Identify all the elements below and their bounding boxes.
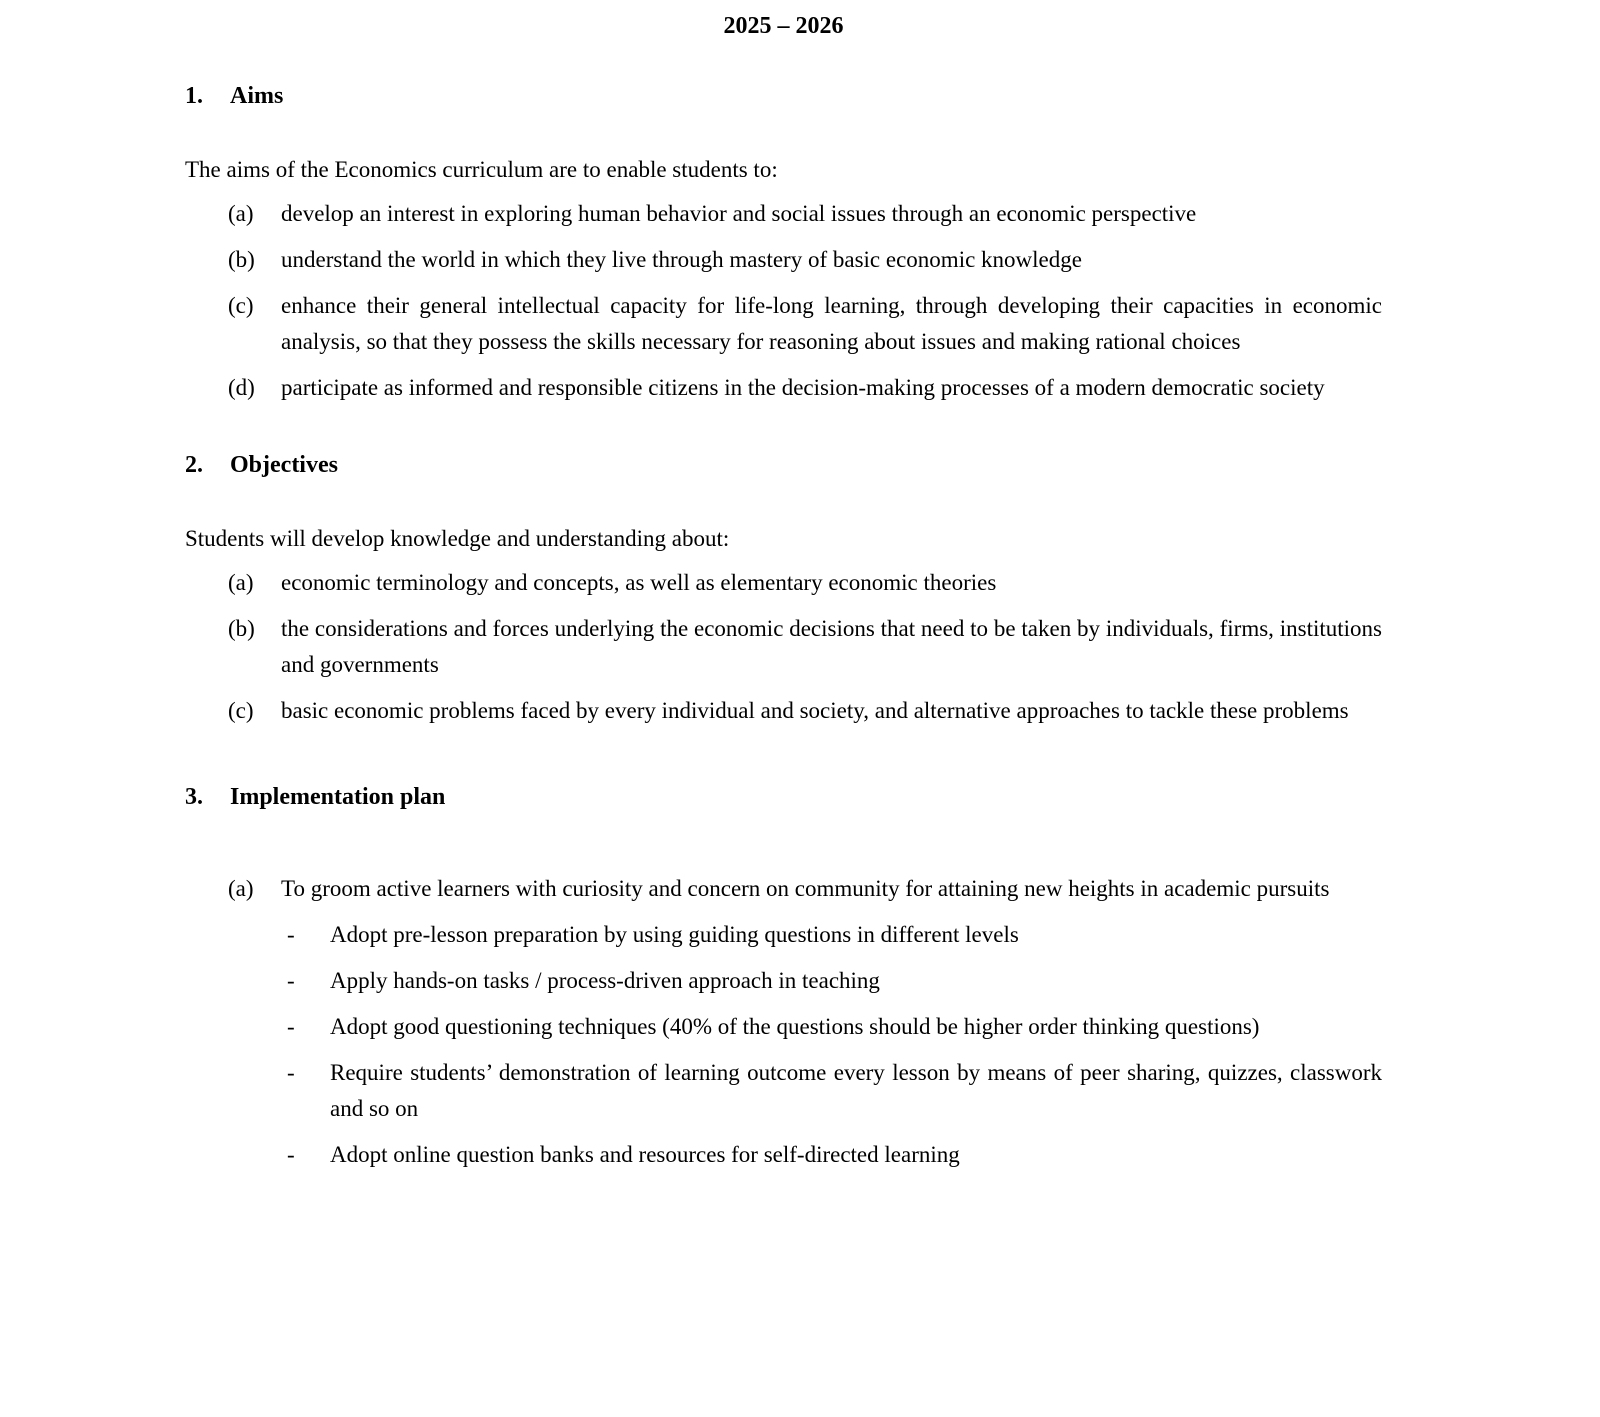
list-item-label: (b) <box>228 247 255 272</box>
sub-list-item-text: Apply hands-on tasks / process-driven approach in teaching <box>330 968 880 993</box>
section-number: 1. <box>185 83 203 109</box>
list-item <box>185 288 1382 360</box>
list-item-text: develop an interest in exploring human behavior and social issues through an economic perspective <box>281 201 1197 226</box>
list-item <box>185 611 1382 683</box>
list-item-label: (d) <box>228 375 255 400</box>
list-item-label: (c) <box>228 293 254 318</box>
sub-list-item <box>185 1055 1382 1127</box>
list-item-label: (a) <box>228 201 254 226</box>
sub-list-item <box>185 1137 1382 1173</box>
section-intro: The aims of the Economics curriculum are to enable students to: <box>185 157 778 182</box>
section-number: 2. <box>185 452 203 478</box>
list-item-label: (c) <box>228 698 254 723</box>
sub-list-item <box>185 963 1382 999</box>
section-objectives <box>185 447 1382 729</box>
dash-bullet: - <box>287 1014 295 1039</box>
list-item-text: participate as informed and responsible citizens in the decision-making processes of a modern democratic society <box>281 375 1325 400</box>
sub-list-item-text: Adopt pre-lesson preparation by using guiding questions in different levels <box>330 922 1019 947</box>
list-item-text: To groom active learners with curiosity and concern on community for attaining new heights in academic pursuits <box>281 876 1330 901</box>
section-heading-text: Objectives <box>230 452 338 478</box>
list-item <box>185 693 1382 729</box>
section-heading-implementation <box>185 779 1382 815</box>
page-title: 2025 – 2026 <box>723 13 844 39</box>
list-item-label: (b) <box>228 616 255 641</box>
sub-bullet-list <box>185 917 1382 1173</box>
section-heading-text: Aims <box>230 83 284 109</box>
list-item <box>185 242 1382 278</box>
section-implementation-plan <box>185 779 1382 1173</box>
list-item <box>185 565 1382 601</box>
dash-bullet: - <box>287 1060 295 1085</box>
list-item-text: the considerations and forces underlying the economic decisions that need to be taken by individuals, firms, institutions and governments <box>281 616 1382 677</box>
list-item-text: enhance their general intellectual capacity for life-long learning, through developing their capacities in economic analysis, so that they possess the skills necessary for reasoning about issues and making rational choices <box>281 293 1382 354</box>
section-heading-aims <box>185 78 1382 114</box>
sub-list-item <box>185 1009 1382 1045</box>
list-item-text: economic terminology and concepts, as well as elementary economic theories <box>281 570 997 595</box>
sub-list-item-text: Adopt online question banks and resources for self-directed learning <box>330 1142 960 1167</box>
section-aims <box>185 78 1382 406</box>
dash-bullet: - <box>287 1142 295 1167</box>
list-item-label: (a) <box>228 570 254 595</box>
sub-list-item <box>185 917 1382 953</box>
list-item-label: (a) <box>228 876 254 901</box>
list-item-text: understand the world in which they live through mastery of basic economic knowledge <box>281 247 1082 272</box>
section-number: 3. <box>185 784 203 810</box>
sub-list-item-text: Require students’ demonstration of learning outcome every lesson by means of peer sharing, quizzes, classwork and so on <box>330 1060 1382 1121</box>
list-item-text: basic economic problems faced by every individual and society, and alternative approaches to tackle these problems <box>281 698 1349 723</box>
dash-bullet: - <box>287 968 295 993</box>
section-intro: Students will develop knowledge and understanding about: <box>185 526 730 551</box>
section-heading-objectives <box>185 447 1382 483</box>
list-item <box>185 370 1382 406</box>
list-item <box>185 196 1382 232</box>
sub-list-item-text: Adopt good questioning techniques (40% of the questions should be higher order thinking questions) <box>330 1014 1260 1039</box>
section-heading-text: Implementation plan <box>230 784 446 810</box>
dash-bullet: - <box>287 922 295 947</box>
list-item <box>185 871 1382 907</box>
